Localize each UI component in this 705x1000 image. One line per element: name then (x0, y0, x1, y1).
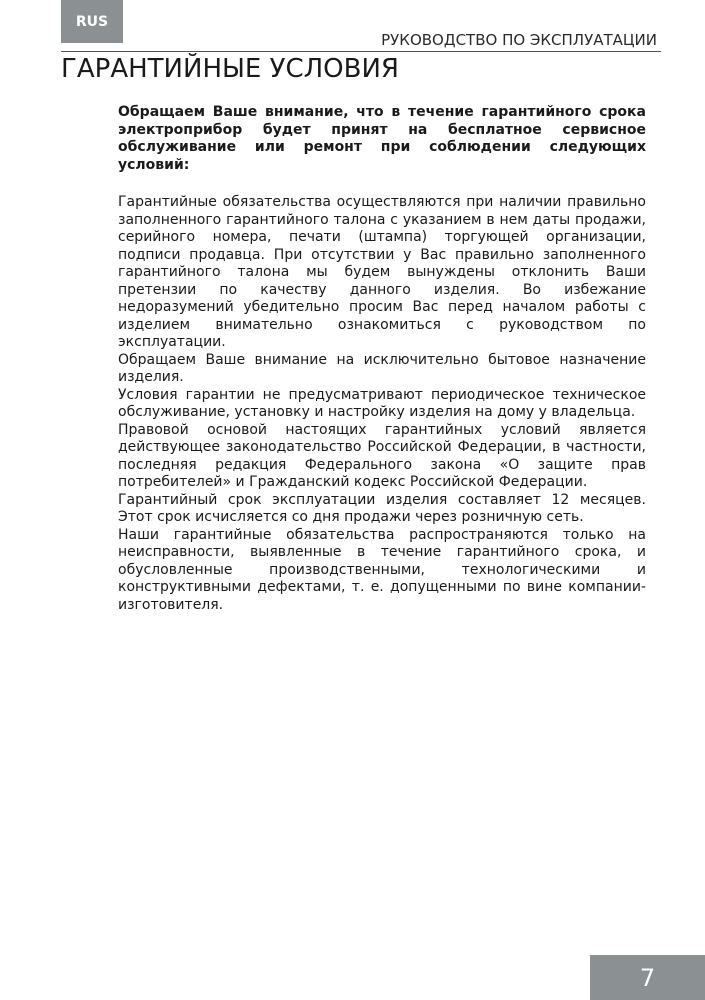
intro-paragraph: Обращаем Ваше внимание, что в течение гарантийного срока электроприбор будет принят на бесплатное сервисное обслуживание или ремонт при соблюдении следующих условий: (118, 104, 646, 173)
paragraph-household-use: Обращаем Ваше внимание на исключительно бытовое назначение изделия. (118, 351, 646, 385)
header-divider (61, 51, 661, 52)
warranty-body (118, 104, 646, 614)
page-number: 7 (590, 955, 705, 1000)
paragraph-legal-basis: Правовой основой настоящих гарантийных условий является действующее законодательство Российской Федерации, в частности, последняя редакция Федерального закона «О защите прав потребителей» и Гражданский кодекс Российской Федерации. (118, 421, 646, 490)
paragraph-service-exclusions: Условия гарантии не предусматривают периодическое техническое обслуживание, установку и настройку изделия на дому у владельца. (118, 386, 646, 420)
manual-title: РУКОВОДСТВО ПО ЭКСПЛУАТАЦИИ (381, 31, 657, 49)
paragraph-warranty-period: Гарантийный срок эксплуатации изделия составляет 12 месяцев. Этот срок исчисляется со дня продажи через розничную сеть. (118, 491, 646, 525)
paragraph-coverage: Наши гарантийные обязательства распространяются только на неисправности, выявленные в течение гарантийного срока, и обусловленные производственными, технологическими и конструктивными дефектами, т. е. допущенными по вине компании-изготовителя. (118, 526, 646, 613)
page-title: ГАРАНТИЙНЫЕ УСЛОВИЯ (61, 54, 399, 84)
language-tab: RUS (61, 0, 123, 43)
paragraph-warranty-card: Гарантийные обязательства осуществляются при наличии правильно заполненного гарантийного талона с указанием в нем даты продажи, серийного номера, печати (штампа) торгующей организации, подписи продавца. При отсутствии у Вас правильно заполненного гарантийного талона мы будем вынуждены отклонить Ваши претензии по качеству данного изделия. Во избежание недоразумений убедительно просим Вас перед началом работы с изделием внимательно ознакомиться с руководством по эксплуатации. (118, 194, 646, 350)
